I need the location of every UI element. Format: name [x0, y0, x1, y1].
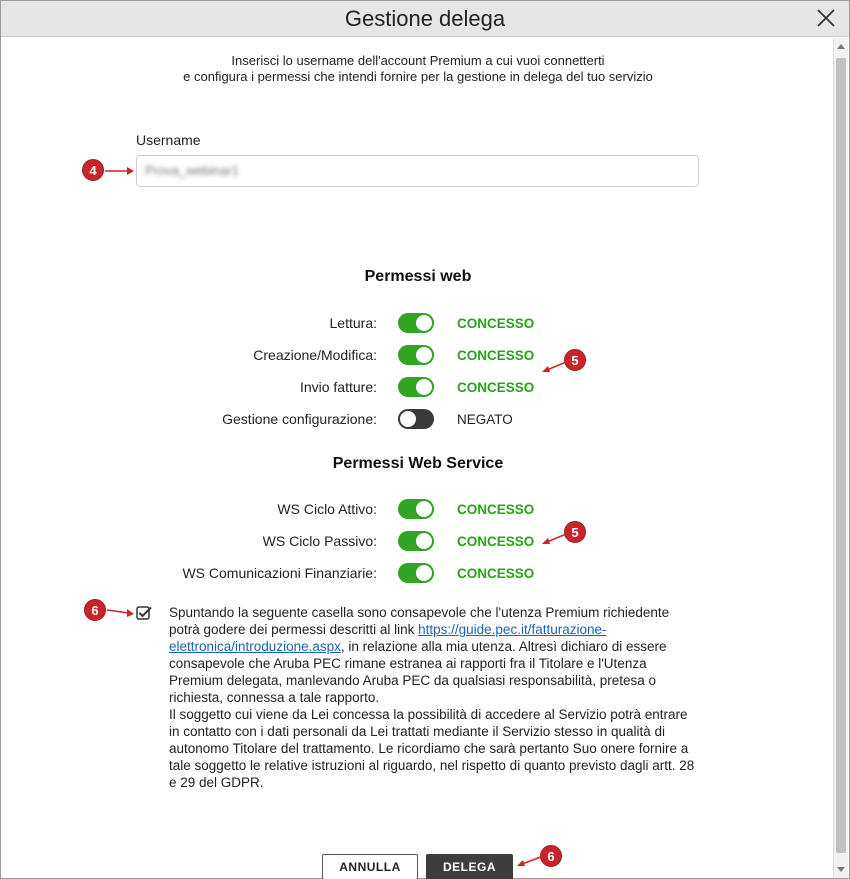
status-ws-comunicazioni: CONCESSO — [457, 566, 535, 581]
web-permissions-title: Permessi web — [364, 268, 472, 285]
title-bar — [1, 1, 849, 37]
annotation-badge-4: 4 — [82, 159, 104, 181]
delegate-button[interactable]: DELEGA — [426, 854, 513, 879]
toggle-knob — [416, 315, 432, 331]
annotation-arrow-icon — [516, 854, 542, 870]
intro-text-line1: Inserisci lo username dell'account Premium a cui vuoi connetterti — [231, 53, 605, 68]
toggle-ws-attivo[interactable] — [398, 499, 434, 519]
consent-checkbox[interactable] — [136, 605, 152, 621]
username-label: Username — [136, 132, 201, 148]
status-invio: CONCESSO — [457, 380, 535, 395]
status-ws-attivo: CONCESSO — [457, 502, 535, 517]
consent-text — [169, 604, 701, 791]
annotation-badge-6: 6 — [84, 599, 106, 621]
toggle-knob — [416, 379, 432, 395]
scroll-down-icon[interactable] — [837, 867, 845, 872]
guide-link[interactable]: https://guide.pec.it/fatturazione-elettronica/introduzione.aspx — [169, 622, 607, 654]
perm-label-ws-comunicazioni: WS Comunicazioni Finanziarie: — [182, 565, 377, 581]
toggle-configurazione[interactable] — [398, 409, 434, 429]
perm-label-creazione: Creazione/Modifica: — [253, 347, 377, 363]
perm-label-ws-passivo: WS Ciclo Passivo: — [262, 533, 377, 549]
intro-text-line2: e configura i permessi che intendi fornire per la gestione in delega del tuo servizio — [183, 69, 653, 84]
ws-permissions-title: Permessi Web Service — [332, 455, 504, 472]
scroll-thumb[interactable] — [836, 58, 846, 853]
cancel-button[interactable]: ANNULLA — [322, 854, 418, 879]
annotation-badge-6: 6 — [540, 845, 562, 867]
perm-label-invio: Invio fatture: — [299, 379, 377, 395]
status-ws-passivo: CONCESSO — [457, 534, 535, 549]
toggle-invio[interactable] — [398, 377, 434, 397]
status-lettura: CONCESSO — [457, 316, 535, 331]
toggle-knob — [400, 411, 416, 427]
scroll-up-icon[interactable] — [837, 44, 845, 49]
dialog-title: Gestione delega — [344, 6, 506, 31]
toggle-knob — [416, 565, 432, 581]
perm-label-ws-attivo: WS Ciclo Attivo: — [277, 501, 377, 517]
username-input[interactable] — [136, 155, 699, 187]
close-icon[interactable] — [815, 7, 837, 29]
annotation-arrow-icon — [541, 531, 567, 547]
username-value: Prova_webinar1 — [145, 163, 239, 178]
toggle-knob — [416, 501, 432, 517]
consent-text-second: Il soggetto cui viene da Lei concessa la possibilità di accedere al Servizio potrà entrare in contatto con i dati personali da Lei trattati mediante il Servizio stesso in qualità di autonomo Titolare del trattamento. Le ricordiamo che sarà pertanto Suo onere fornire a tale soggetto le relative istruzioni al riguardo, nel rispetto di quanto previsto dagli artt. 28 e 29 del GDPR. — [169, 707, 695, 790]
toggle-ws-passivo[interactable] — [398, 531, 434, 551]
perm-label-lettura: Lettura: — [329, 315, 377, 331]
consent-text-after: , in relazione alla mia utenza. Altresì dichiaro di essere consapevole che Aruba PEC rimane estranea ai rapporti fra il Titolare e l'Utenza Premium delegata, manlevando Aruba PEC da qualsiasi responsabilità, pretesa o richiesta, connessa a tale rapporto. — [169, 639, 667, 705]
annotation-arrow-icon — [541, 359, 567, 375]
vertical-scrollbar[interactable] — [833, 38, 848, 878]
toggle-lettura[interactable] — [398, 313, 434, 333]
perm-label-configurazione: Gestione configurazione: — [222, 411, 377, 427]
annotation-badge-5: 5 — [564, 349, 586, 371]
toggle-ws-comunicazioni[interactable] — [398, 563, 434, 583]
annotation-arrow-icon — [105, 164, 135, 178]
toggle-creazione[interactable] — [398, 345, 434, 365]
annotation-arrow-icon — [107, 605, 135, 619]
status-creazione: CONCESSO — [457, 348, 535, 363]
consent-text-before: Spuntando la seguente casella sono consapevole che l'utenza Premium richiedente potrà godere dei permessi descritti al link — [169, 605, 670, 637]
status-configurazione: NEGATO — [457, 412, 513, 427]
toggle-knob — [416, 347, 432, 363]
toggle-knob — [416, 533, 432, 549]
annotation-badge-5: 5 — [564, 521, 586, 543]
